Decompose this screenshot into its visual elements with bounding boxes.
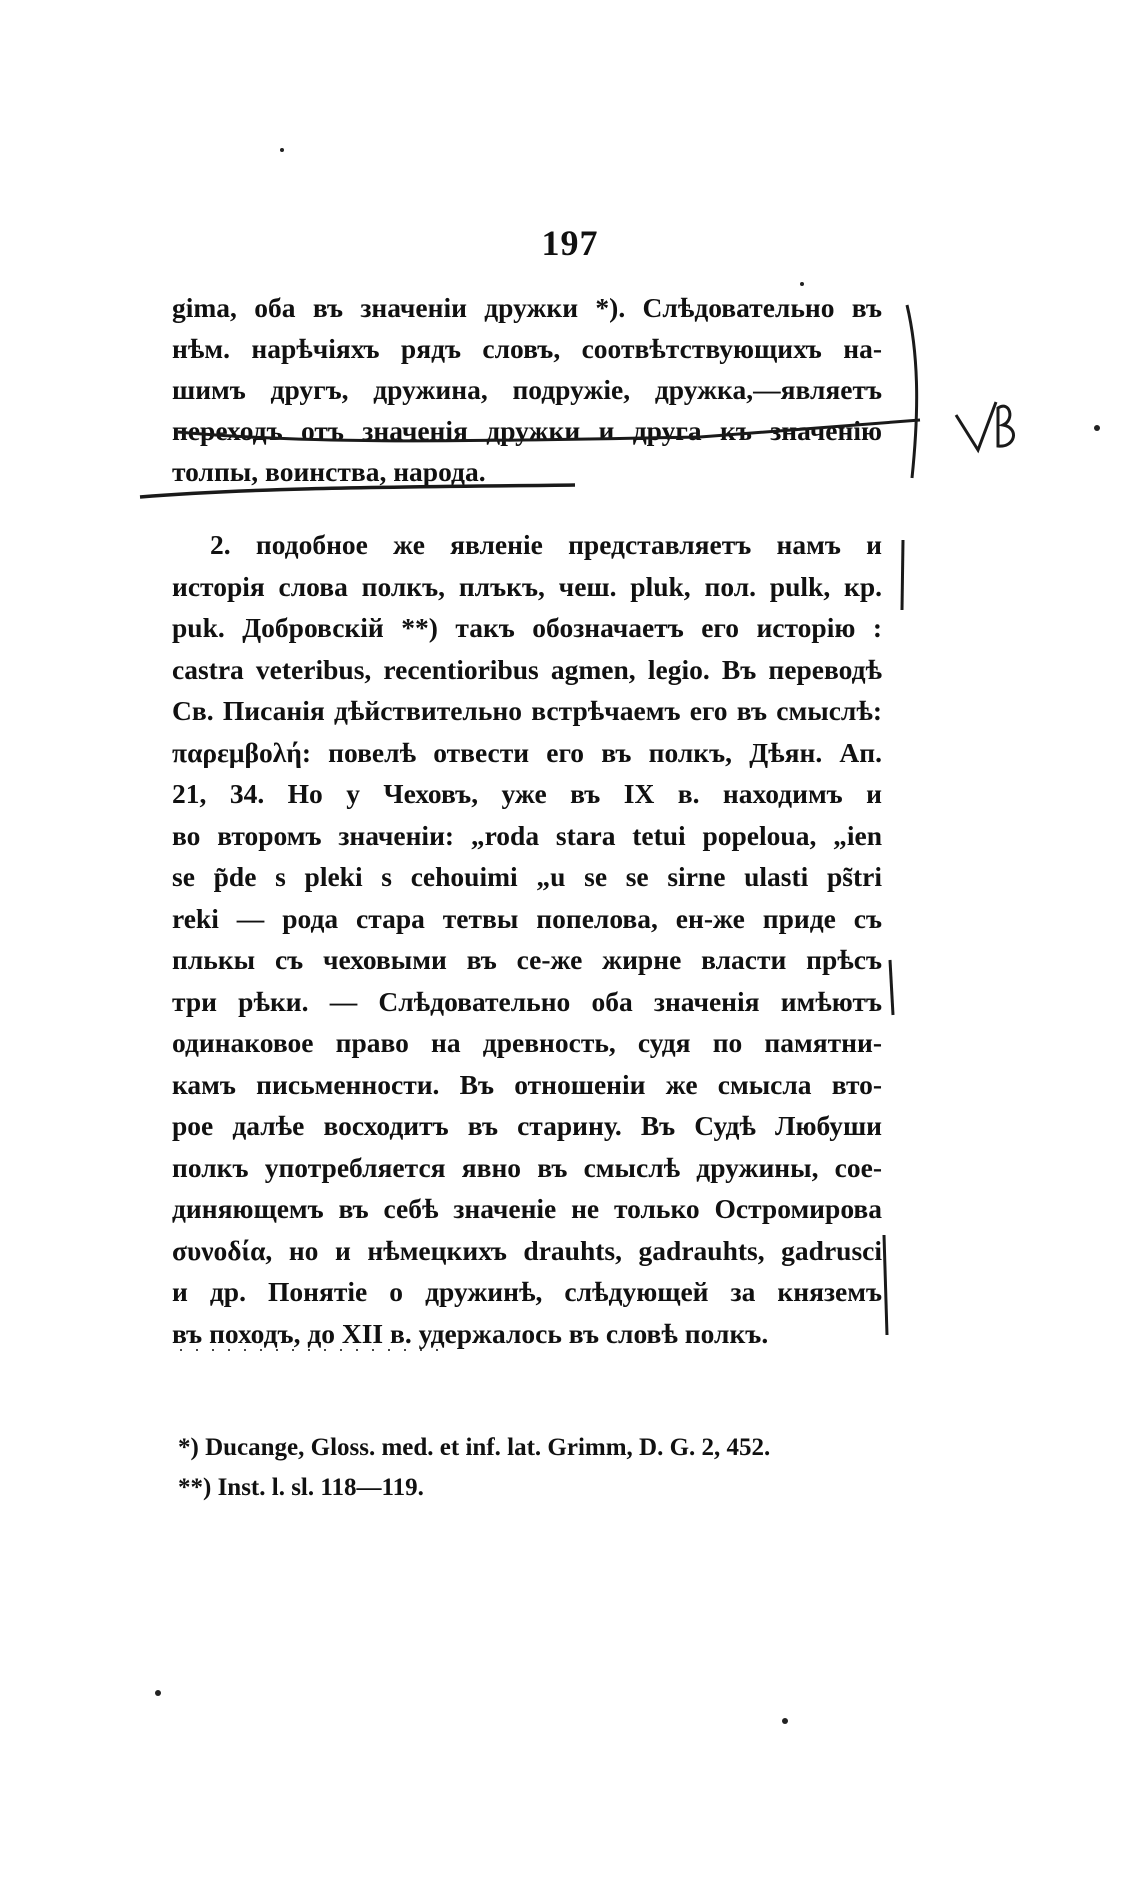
text-line: gima, оба въ значеніи дружки *). Слѣдовательно въ [172, 292, 882, 323]
text-line: и др. Понятіе о дружинѣ, слѣдующей за княземъ [172, 1276, 882, 1307]
text-line: συνοδία, но и нѣмецкихъ drauhts, gadrauhts, gadrusci [172, 1234, 882, 1266]
text-line: reki — рода стара тетвы попелова, ен-же приде съ [172, 902, 882, 934]
text-line: диняющемъ въ себѣ значеніе не только Остромирова [172, 1193, 882, 1224]
text-line: 2. подобное же явленіе представляетъ намъ и [210, 529, 882, 560]
speck-mark [155, 1690, 161, 1696]
text-line: во второмъ значеніи: „roda stara tetui popeloua, „ien [172, 819, 882, 851]
text-line: 21, 34. Но у Чеховъ, уже въ IX в. находимъ и [172, 778, 882, 809]
page-number: 197 [541, 223, 599, 263]
text-line: толпы, воинства, народа. [172, 456, 486, 487]
speck-mark [782, 1718, 788, 1724]
footnote-1: *) Ducange, Gloss. med. et inf. lat. Grimm, D. G. 2, 452. [178, 1434, 771, 1461]
text-line: castra veteribus, recentioribus agmen, legio. Въ переводѣ [172, 653, 882, 685]
speck-mark [1094, 425, 1100, 431]
footnote-2: **) Inst. l. sl. 118—119. [178, 1474, 424, 1501]
text-line: нѣм. нарѣчіяхъ рядъ словъ, соотвѣтствующихъ на- [172, 333, 882, 364]
text-line: три рѣки. — Слѣдовательно оба значенія имѣютъ [172, 985, 882, 1017]
text-line: исторія слова полкъ, плъкъ, чеш. pluk, пол. pulk, кр. [172, 570, 882, 602]
text-line: переходъ отъ значенія дружки и друга къ значенію [172, 415, 882, 446]
text-line: въ походъ, до XII в. удержалось въ словѣ полкъ. [172, 1317, 769, 1349]
speck-mark [800, 282, 804, 286]
text-line: рое далѣе восходитъ въ старину. Въ Судѣ Любуши [172, 1110, 882, 1141]
text-line: шимъ другъ, дружина, подружіе, дружка,—являетъ [172, 374, 882, 405]
text-line: Св. Писанія дѣйствительно встрѣчаемъ его въ смыслѣ: [172, 695, 882, 726]
text-line: камъ письменности. Въ отношеніи же смысла вто- [172, 1068, 882, 1100]
text-line: одинаковое право на древность, судя по памятни- [172, 1027, 882, 1058]
text-line: puk. Добровскій **) такъ обозначаетъ его исторію : [172, 612, 882, 643]
text-line: παρεμβολή: повелѣ отвести его въ полкъ, Дѣян. Ап. [172, 736, 882, 768]
text-line: полкъ употребляется явно въ смыслѣ дружины, сое- [172, 1151, 882, 1183]
text-line: плькы съ чеховыми въ се-же жирне власти прѣсъ [172, 944, 882, 975]
speck-mark [280, 148, 284, 152]
text-line: se p̃de s pleki s cehouimi „u se se sirne ulasti ps̃tri [172, 861, 882, 892]
